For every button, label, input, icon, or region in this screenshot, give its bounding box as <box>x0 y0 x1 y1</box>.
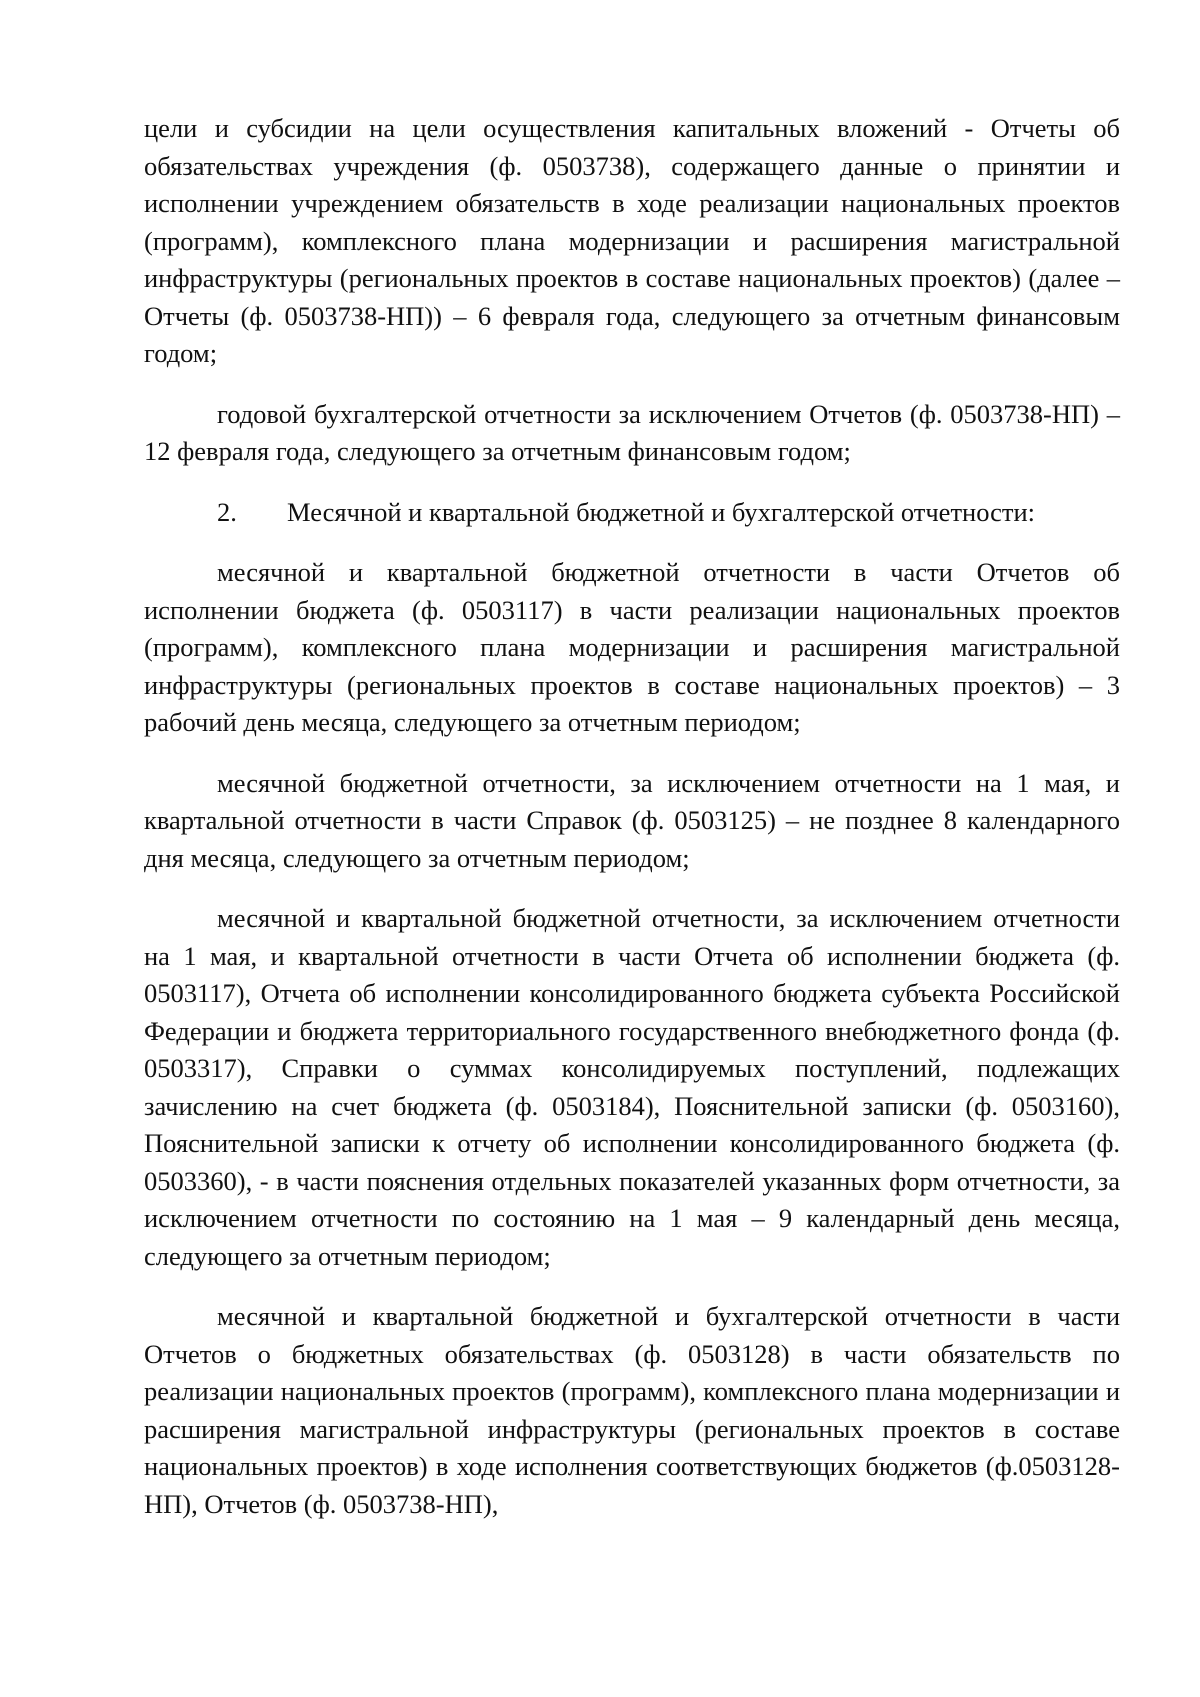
numbered-heading-monthly-quarterly <box>144 494 1120 532</box>
paragraph-national-projects-0503117: месячной и квартальной бюджетной отчетности в части Отчетов об исполнении бюджета (ф. 0503117) в части реализации национальных проектов (программ), комплексного плана модернизации и расширения магистральной инфраструктуры (региональных проектов в составе национальных проектов) – 3 рабочий день месяца, следующего за отчетным периодом; <box>144 557 1120 737</box>
paragraph-consolidated-reports: месячной и квартальной бюджетной отчетности, за исключением отчетности на 1 мая, и квартальной отчетности в части Отчета об исполнении бюджета (ф. 0503117), Отчета об исполнении консолидированного бюджета субъекта Российской Федерации и бюджета территориального государственного внебюджетного фонда (ф. 0503317), Справки о суммах консолидируемых поступлений, подлежащих зачислению на счет бюджета (ф. 0503184), Пояснительной записки (ф. 0503160), Пояснительной записки к отчету об исполнении консолидированного бюджета (ф. 0503360), - в части пояснения отдельных показателей указанных форм отчетности, за исключением отчетности по состоянию на 1 мая – 9 календарный день месяца, следующего за отчетным периодом; <box>144 903 1120 1271</box>
paragraph-budget-obligations-0503128: месячной и квартальной бюджетной и бухгалтерской отчетности в части Отчетов о бюджетных обязательствах (ф. 0503128) в части обязательств по реализации национальных проектов (программ), комплексного плана модернизации и расширения магистральной инфраструктуры (региональных проектов в составе национальных проектов) в ходе исполнения соответствующих бюджетов (ф.0503128-НП), Отчетов (ф. 0503738-НП), <box>144 1301 1120 1519</box>
item-heading-text: Месячной и квартальной бюджетной и бухгалтерской отчетности: <box>287 496 1036 527</box>
document-page <box>144 110 1120 1523</box>
paragraph-reference-0503125: месячной бюджетной отчетности, за исключением отчетности на 1 мая, и квартальной отчетности в части Справок (ф. 0503125) – не позднее 8 календарного дня месяца, следующего за отчетным периодом; <box>144 767 1120 873</box>
item-number: 2. <box>217 496 237 527</box>
paragraph-annual-accounting: годовой бухгалтерской отчетности за исключением Отчетов (ф. 0503738-НП) – 12 февраля года, следующего за отчетным финансовым годом; <box>144 398 1120 466</box>
paragraph-capital-investments: цели и субсидии на цели осуществления капитальных вложений - Отчеты об обязательствах учреждения (ф. 0503738), содержащего данные о принятии и исполнении учреждением обязательств в ходе реализации национальных проектов (программ), комплексного плана модернизации и расширения магистральной инфраструктуры (региональных проектов в составе национальных проектов) (далее – Отчеты (ф. 0503738-НП)) – 6 февраля года, следующего за отчетным финансовым годом; <box>144 113 1120 368</box>
